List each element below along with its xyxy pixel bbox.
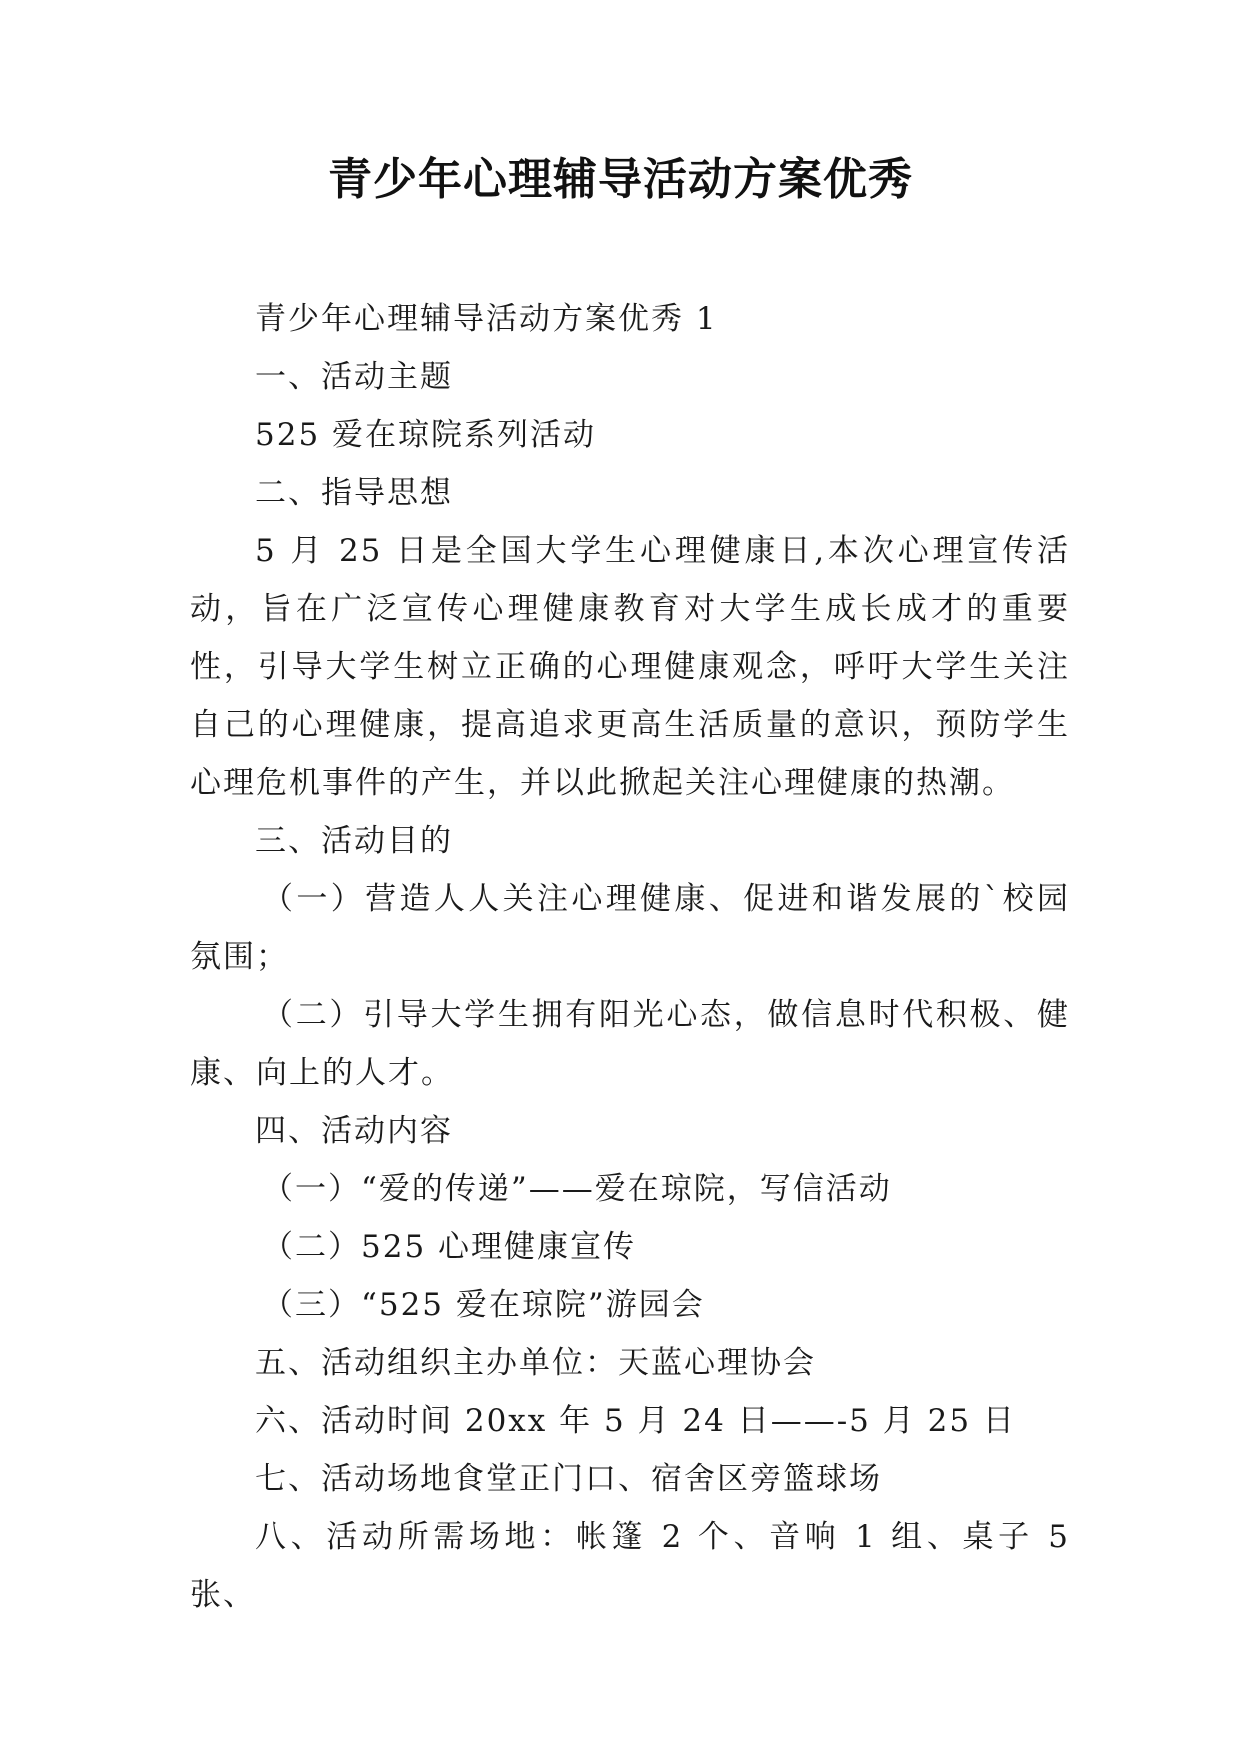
purpose-item-2: （二）引导大学生拥有阳光心态，做信息时代积极、健康、向上的人才。 (190, 997, 1070, 1091)
document-title: 青少年心理辅导活动方案优秀 (328, 154, 913, 205)
activity-theme-text: 525 爱在琼院系列活动 (255, 417, 597, 453)
heading-activity-theme: 一、活动主题 (255, 359, 453, 395)
purpose-item-1: （一）营造人人关注心理健康、促进和谐发展的`校园氛围； (190, 881, 1070, 975)
venue-line: 七、活动场地食堂正门口、宿舍区旁篮球场 (255, 1461, 882, 1497)
document-body (190, 290, 1070, 1624)
guiding-idea-text: 5 月 25 日是全国大学生心理健康日,本次心理宣传活动，旨在广泛宣传心理健康教育对大学生成长成才的重要性，引导大学生树立正确的心理健康观念，呼吁大学生关注自己的心理健康，提高追求更高生活质量的意识，预防学生心理危机事件的产生，并以此掀起关注心理健康的热潮。 (190, 533, 1070, 801)
heading-activity-content: 四、活动内容 (255, 1113, 453, 1149)
content-item-3: （三）“525 爱在琼院”游园会 (262, 1287, 705, 1323)
time-line: 六、活动时间 20xx 年 5 月 24 日——-5 月 25 日 (255, 1403, 1016, 1439)
organizer-line: 五、活动组织主办单位：天蓝心理协会 (255, 1345, 816, 1381)
content-item-1: （一）“爱的传递”——爱在琼院，写信活动 (262, 1171, 892, 1207)
heading-activity-purpose: 三、活动目的 (255, 823, 453, 859)
section-heading-1: 青少年心理辅导活动方案优秀 1 (255, 301, 718, 337)
content-item-2: （二）525 心理健康宣传 (262, 1229, 637, 1265)
equipment-line: 八、活动所需场地：帐篷 2 个、音响 1 组、桌子 5 张、 (190, 1519, 1070, 1613)
heading-guiding-idea: 二、指导思想 (255, 475, 453, 511)
